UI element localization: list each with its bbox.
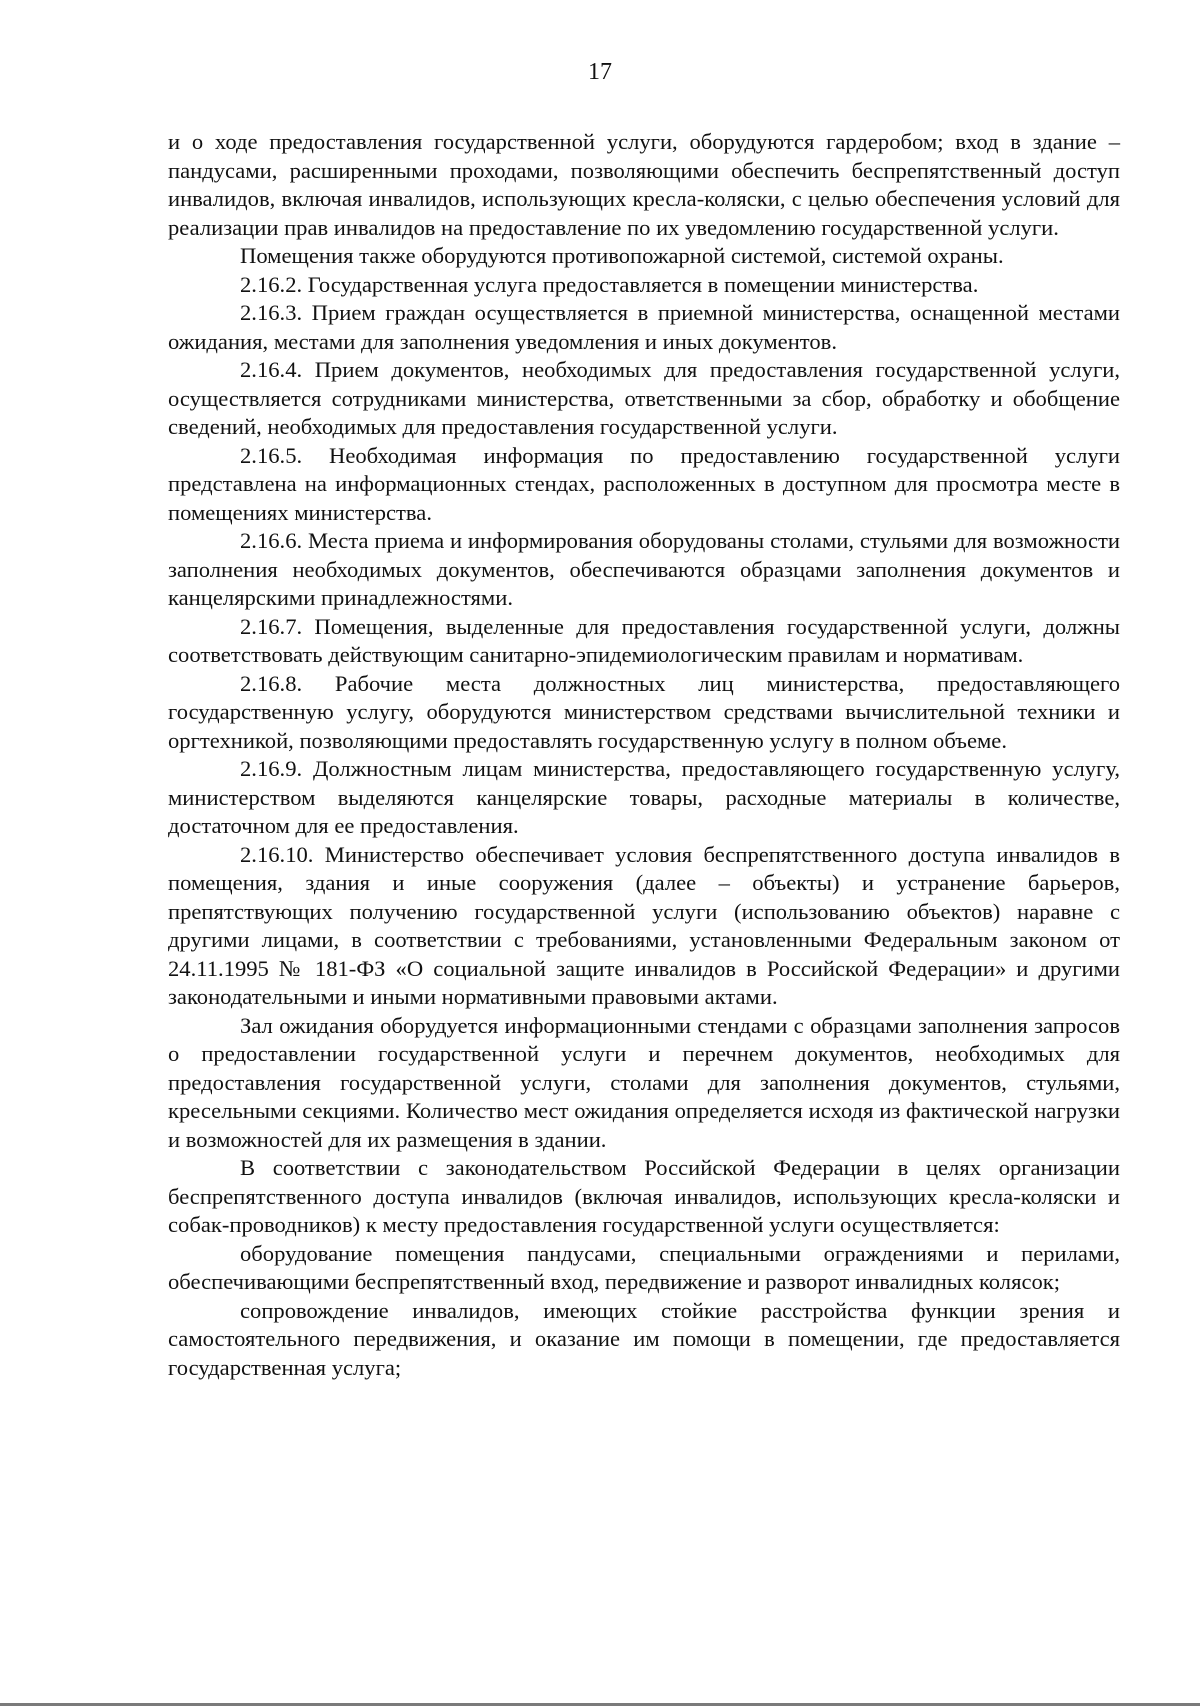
document-body — [168, 128, 1120, 1382]
paragraph-2-16-3: 2.16.3. Прием граждан осуществляется в приемной министерства, оснащенной местами ожидания, местами для заполнения уведомления и иных документов. — [168, 300, 1120, 354]
paragraph-accessibility-intro: В соответствии с законодательством Российской Федерации в целях организации беспрепятственного доступа инвалидов (включая инвалидов, использующих кресла-коляски и собак-проводников) к месту предоставления государственной услуги осуществляется: — [168, 1155, 1120, 1237]
paragraph-2-16-4: 2.16.4. Прием документов, необходимых для предоставления государственной услуги, осуществляется сотрудниками министерства, ответственными за сбор, обработку и обобщение сведений, необходимых для предоставления государственной услуги. — [168, 357, 1120, 439]
paragraph-2-16-8: 2.16.8. Рабочие места должностных лиц министерства, предоставляющего государственную услугу, оборудуются министерством средствами вычислительной техники и оргтехникой, позволяющими предоставлять государственную услугу в полном объеме. — [168, 670, 1120, 753]
page-number: 17 — [588, 59, 612, 85]
paragraph-2-16-2: 2.16.2. Государственная услуга предоставляется в помещении министерства. — [240, 271, 979, 297]
paragraph-ramps-equipment: оборудование помещения пандусами, специальными ограждениями и перилами, обеспечивающими беспрепятственный вход, передвижение и разворот инвалидных колясок; — [168, 1240, 1120, 1294]
paragraph-continuation: и о ходе предоставления государственной услуги, оборудуются гардеробом; вход в здание – пандусами, расширенными проходами, позволяющими обеспечить беспрепятственный доступ инвалидов, включая инвалидов, использующих кресла-коляски, с целью обеспечения условий для реализации прав инвалидов на предоставление по их уведомлению государственной услуги. — [168, 129, 1120, 240]
paragraph-2-16-9: 2.16.9. Должностным лицам министерства, предоставляющего государственную услугу, министерством выделяются канцелярские товары, расходные материалы в количестве, достаточном для ее предоставления. — [168, 756, 1120, 838]
paragraph-2-16-5: 2.16.5. Необходимая информация по предоставлению государственной услуги представлена на информационных стендах, расположенных в доступном для просмотра месте в помещениях министерства. — [168, 442, 1120, 525]
paragraph-escort-assistance: сопровождение инвалидов, имеющих стойкие расстройства функции зрения и самостоятельного передвижения, и оказание им помощи в помещении, где предоставляется государственная услуга; — [168, 1297, 1120, 1380]
paragraph-waiting-hall: Зал ожидания оборудуется информационными стендами с образцами заполнения запросов о предоставлении государственной услуги и перечнем документов, необходимых для предоставления государственной услуги, столами для заполнения документов, стульями, кресельными секциями. Количество мест ожидания определяется исходя из фактической нагрузки и возможностей для их размещения в здании. — [168, 1012, 1120, 1152]
paragraph-2-16-6: 2.16.6. Места приема и информирования оборудованы столами, стульями для возможности заполнения необходимых документов, обеспечиваются образцами заполнения документов и канцелярскими принадлежностями. — [168, 528, 1120, 610]
paragraph-2-16-10: 2.16.10. Министерство обеспечивает условия беспрепятственного доступа инвалидов в помещения, здания и иные сооружения (далее – объекты) и устранение барьеров, препятствующих получению государственной услуги (использованию объектов) наравне с другими лицами, в соответствии с требованиями, установленными Федеральным законом от 24.11.1995 № 181-ФЗ «О социальной защите инвалидов в Российской Федерации» и другими законодательными и иными нормативными правовыми актами. — [168, 841, 1120, 1009]
paragraph-2-16-7: 2.16.7. Помещения, выделенные для предоставления государственной услуги, должны соответствовать действующим санитарно-эпидемиологическим правилам и нормативам. — [168, 613, 1120, 667]
paragraph-fire-security: Помещения также оборудуются противопожарной системой, системой охраны. — [240, 243, 1004, 268]
